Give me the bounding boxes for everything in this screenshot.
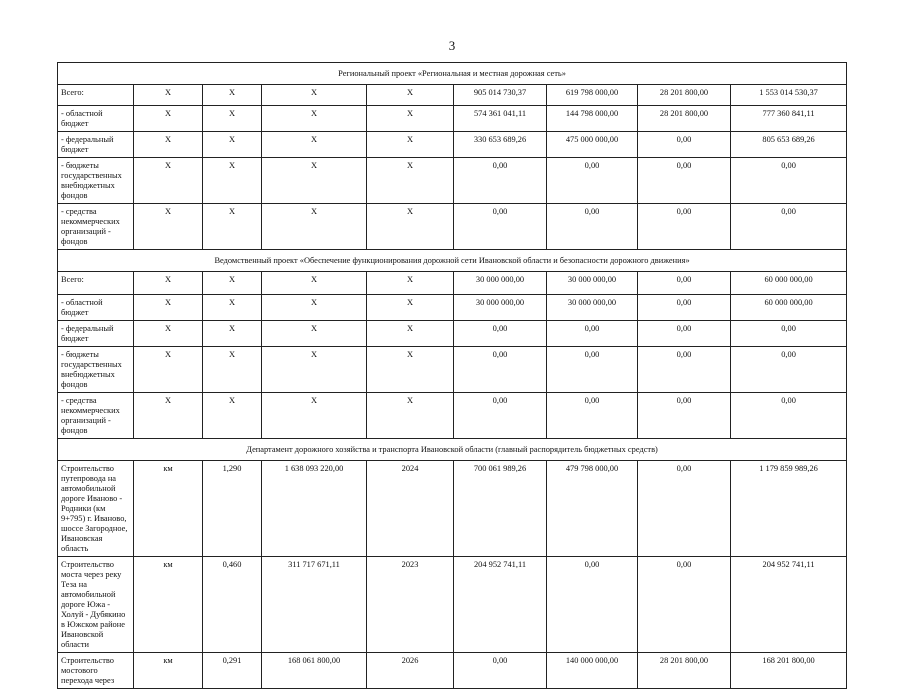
table-row: [58, 557, 847, 653]
cell-v2025: 475 000 000,00: [547, 132, 638, 158]
cell-capacity: X: [203, 321, 262, 347]
cell-unit: X: [134, 132, 203, 158]
cell-total: 1 179 859 989,26: [731, 461, 847, 557]
cell-v2025: 140 000 000,00: [547, 653, 638, 689]
table-row: [58, 321, 847, 347]
cell-name: Строительство путепровода на автомобильной дороге Иваново - Родники (км 9+795) г. Иваново, шоссе Загородное, Ивановская область: [58, 461, 134, 557]
table-row: [58, 158, 847, 204]
table-row: [58, 461, 847, 557]
table-row: [58, 204, 847, 250]
cell-v2024: 30 000 000,00: [454, 295, 547, 321]
cell-v2026: 0,00: [638, 158, 731, 204]
cell-year: X: [367, 158, 454, 204]
cell-v2024: 0,00: [454, 204, 547, 250]
cell-v2026: 0,00: [638, 461, 731, 557]
cell-year: X: [367, 295, 454, 321]
cell-capacity: X: [203, 106, 262, 132]
cell-unit: X: [134, 321, 203, 347]
cell-v2024: 0,00: [454, 653, 547, 689]
cell-capacity: X: [203, 347, 262, 393]
cell-v2024: 700 061 989,26: [454, 461, 547, 557]
cell-unit: км: [134, 461, 203, 557]
page-number: 3: [448, 38, 456, 53]
cell-name: - областной бюджет: [58, 106, 134, 132]
cell-v2024: 0,00: [454, 321, 547, 347]
cell-estimate: 311 717 671,11: [262, 557, 367, 653]
cell-name: - федеральный бюджет: [58, 321, 134, 347]
cell-total: 168 201 800,00: [731, 653, 847, 689]
cell-v2024: 0,00: [454, 158, 547, 204]
cell-v2026: 0,00: [638, 272, 731, 295]
section-title: Департамент дорожного хозяйства и транспорта Ивановской области (главный распорядитель бюджетных средств): [58, 439, 847, 461]
cell-unit: X: [134, 204, 203, 250]
cell-capacity: X: [203, 132, 262, 158]
cell-unit: X: [134, 295, 203, 321]
cell-name: Всего:: [58, 85, 134, 106]
cell-capacity: 1,290: [203, 461, 262, 557]
cell-name: - областной бюджет: [58, 295, 134, 321]
cell-year: X: [367, 132, 454, 158]
cell-capacity: 0,291: [203, 653, 262, 689]
cell-capacity: X: [203, 272, 262, 295]
budget-table: [57, 62, 847, 689]
cell-capacity: X: [203, 295, 262, 321]
cell-v2025: 30 000 000,00: [547, 272, 638, 295]
cell-total: 0,00: [731, 158, 847, 204]
cell-v2026: 0,00: [638, 204, 731, 250]
cell-estimate: X: [262, 295, 367, 321]
cell-v2026: 0,00: [638, 393, 731, 439]
cell-estimate: X: [262, 106, 367, 132]
cell-total: 204 952 741,11: [731, 557, 847, 653]
cell-v2026: 28 201 800,00: [638, 653, 731, 689]
cell-capacity: X: [203, 158, 262, 204]
cell-total: 0,00: [731, 347, 847, 393]
cell-name: - средства некоммерческих организаций - фондов: [58, 204, 134, 250]
cell-estimate: 1 638 093 220,00: [262, 461, 367, 557]
cell-year: X: [367, 321, 454, 347]
cell-total: 1 553 014 530,37: [731, 85, 847, 106]
cell-estimate: 168 061 800,00: [262, 653, 367, 689]
cell-v2024: 30 000 000,00: [454, 272, 547, 295]
cell-estimate: X: [262, 347, 367, 393]
cell-v2026: 0,00: [638, 132, 731, 158]
cell-capacity: X: [203, 393, 262, 439]
cell-v2026: 0,00: [638, 557, 731, 653]
cell-year: X: [367, 106, 454, 132]
cell-year: 2023: [367, 557, 454, 653]
cell-name: - бюджеты государственных внебюджетных фондов: [58, 347, 134, 393]
table-row: [58, 272, 847, 295]
cell-estimate: X: [262, 204, 367, 250]
cell-unit: X: [134, 347, 203, 393]
cell-year: X: [367, 272, 454, 295]
cell-v2026: 28 201 800,00: [638, 85, 731, 106]
section-header-row: [58, 250, 847, 272]
cell-v2025: 0,00: [547, 393, 638, 439]
cell-name: - бюджеты государственных внебюджетных фондов: [58, 158, 134, 204]
cell-v2024: 0,00: [454, 393, 547, 439]
cell-total: 805 653 689,26: [731, 132, 847, 158]
section-header-row: [58, 439, 847, 461]
cell-year: 2024: [367, 461, 454, 557]
cell-capacity: X: [203, 204, 262, 250]
cell-unit: км: [134, 653, 203, 689]
cell-estimate: X: [262, 321, 367, 347]
cell-v2025: 0,00: [547, 204, 638, 250]
cell-v2024: 0,00: [454, 347, 547, 393]
cell-name: - федеральный бюджет: [58, 132, 134, 158]
cell-name: Всего:: [58, 272, 134, 295]
cell-name: - средства некоммерческих организаций - фондов: [58, 393, 134, 439]
cell-total: 60 000 000,00: [731, 272, 847, 295]
cell-total: 0,00: [731, 393, 847, 439]
section-title: Региональный проект «Региональная и местная дорожная сеть»: [58, 63, 847, 85]
cell-estimate: X: [262, 272, 367, 295]
cell-unit: км: [134, 557, 203, 653]
cell-unit: X: [134, 85, 203, 106]
cell-year: X: [367, 204, 454, 250]
cell-estimate: X: [262, 85, 367, 106]
cell-v2024: 905 014 730,37: [454, 85, 547, 106]
table-row: [58, 85, 847, 106]
table-row: [58, 106, 847, 132]
section-title: Ведомственный проект «Обеспечение функционирования дорожной сети Ивановской области и безопасности дорожного движения»: [58, 250, 847, 272]
cell-year: X: [367, 85, 454, 106]
cell-v2024: 330 653 689,26: [454, 132, 547, 158]
cell-total: 777 360 841,11: [731, 106, 847, 132]
cell-total: 60 000 000,00: [731, 295, 847, 321]
cell-estimate: X: [262, 132, 367, 158]
cell-year: X: [367, 393, 454, 439]
table-row: [58, 653, 847, 689]
table-row: [58, 393, 847, 439]
cell-v2025: 0,00: [547, 158, 638, 204]
cell-v2025: 0,00: [547, 557, 638, 653]
cell-name: Строительство мостового перехода через: [58, 653, 134, 689]
cell-v2026: 28 201 800,00: [638, 106, 731, 132]
cell-v2026: 0,00: [638, 347, 731, 393]
cell-v2025: 30 000 000,00: [547, 295, 638, 321]
table-body: [58, 63, 847, 689]
cell-v2024: 204 952 741,11: [454, 557, 547, 653]
cell-total: 0,00: [731, 321, 847, 347]
cell-year: 2026: [367, 653, 454, 689]
cell-v2025: 0,00: [547, 321, 638, 347]
cell-unit: X: [134, 393, 203, 439]
cell-unit: X: [134, 272, 203, 295]
cell-v2026: 0,00: [638, 321, 731, 347]
cell-v2025: 0,00: [547, 347, 638, 393]
cell-total: 0,00: [731, 204, 847, 250]
cell-estimate: X: [262, 158, 367, 204]
cell-estimate: X: [262, 393, 367, 439]
cell-capacity: 0,460: [203, 557, 262, 653]
cell-name: Строительство моста через реку Теза на автомобильной дороге Южа - Холуй - Дубякино в Южском районе Ивановской области: [58, 557, 134, 653]
cell-v2026: 0,00: [638, 295, 731, 321]
table-row: [58, 347, 847, 393]
cell-v2025: 619 798 000,00: [547, 85, 638, 106]
cell-v2025: 479 798 000,00: [547, 461, 638, 557]
cell-unit: X: [134, 106, 203, 132]
cell-v2024: 574 361 041,11: [454, 106, 547, 132]
cell-v2025: 144 798 000,00: [547, 106, 638, 132]
cell-capacity: X: [203, 85, 262, 106]
cell-year: X: [367, 347, 454, 393]
table-row: [58, 295, 847, 321]
section-header-row: [58, 63, 847, 85]
table-row: [58, 132, 847, 158]
cell-unit: X: [134, 158, 203, 204]
